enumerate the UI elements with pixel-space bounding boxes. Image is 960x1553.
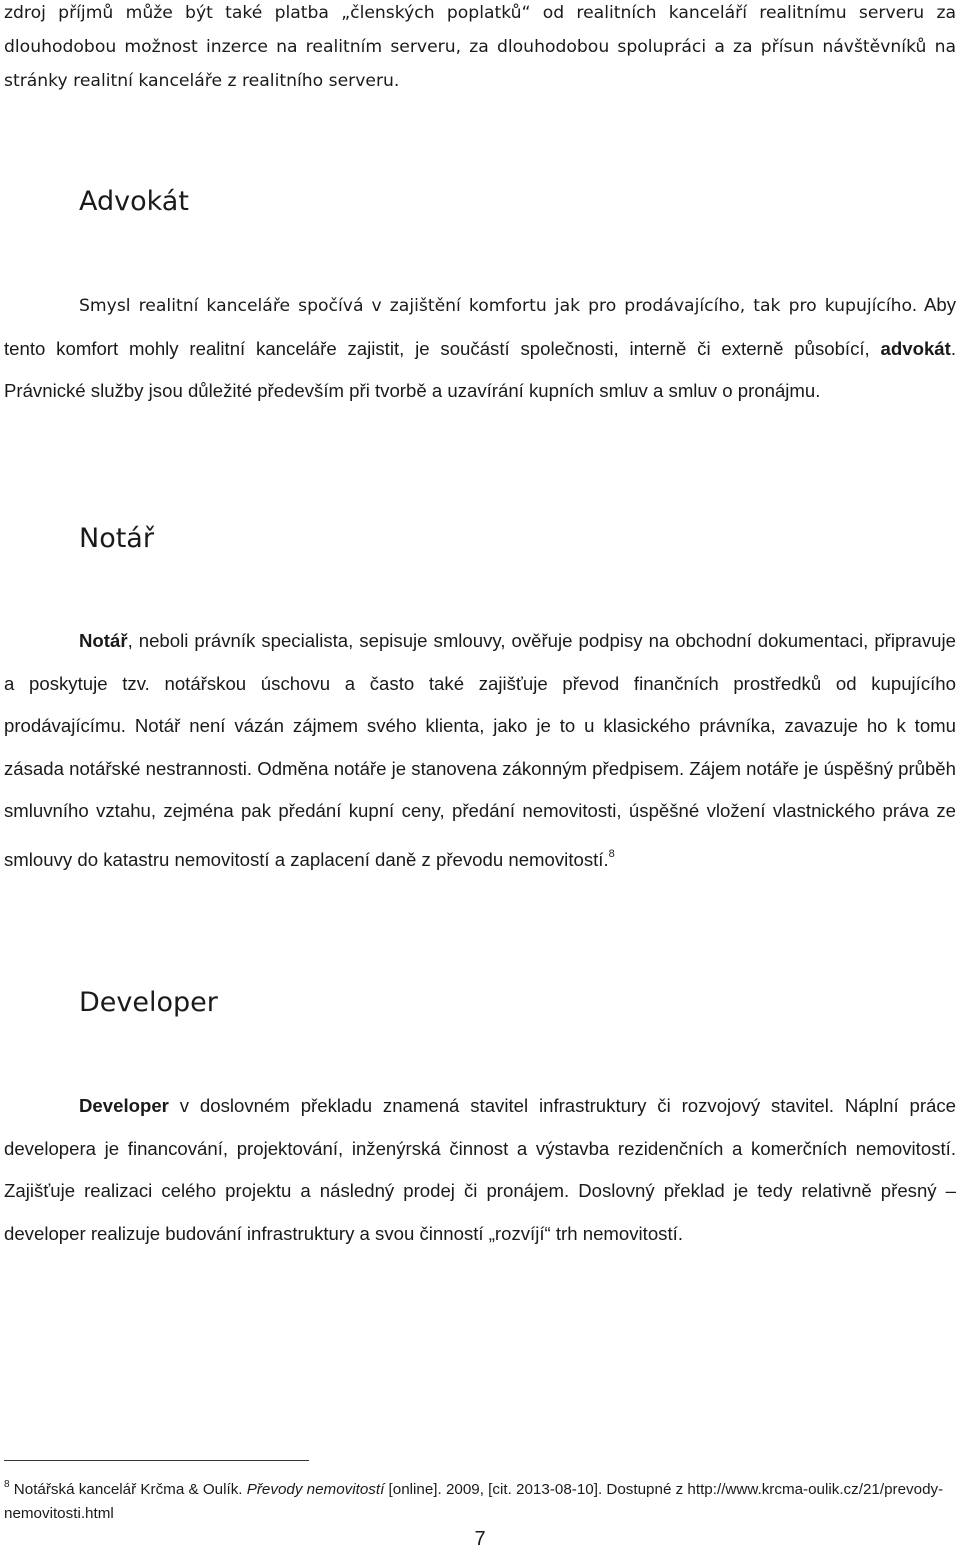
advokat-sentence-3: . Právnické služby jsou důležité především při tvorbě a uzavírání kupních smluv a smluv o pronájmu. <box>4 337 956 401</box>
footnote-title: Převody nemovitostí <box>246 1481 385 1498</box>
notar-bold-term: Notář <box>79 630 128 651</box>
advokat-sentence-1: Smysl realitní kanceláře spočívá v zajištění komfortu jak pro prodávajícího, tak pro kupujícího. <box>79 296 918 316</box>
heading-advokat: Advokát <box>79 186 189 217</box>
footnote-separator <box>4 1460 309 1461</box>
paragraph-developer <box>4 1085 956 1255</box>
developer-text: v doslovném překladu znamená stavitel infrastruktury či rozvojový stavitel. Náplní práce developera je financování, projektování, inženýrská činnost a výstavba rezidenčních a komerčních nemovitostí. Zajišťuje realizaci celého projektu a následný prodej či pronájem. Doslovný překlad je tedy relativně přesný – developer realizuje budování infrastruktury a svou činností „rozvíjí“ trh nemovitostí. <box>4 1095 956 1244</box>
page-number: 7 <box>474 1528 486 1550</box>
footnote-text-start: Notářská kancelář Krčma & Oulík. <box>9 1481 247 1498</box>
heading-notar: Notář <box>79 523 154 554</box>
footnote-text-end: [online]. 2009, [cit. 2013-08-10]. Dostupné z http://www.krcma-oulik.cz/21/prevody-nemovitosti.html <box>4 1481 944 1522</box>
intro-paragraph: zdroj příjmů může být také platba „členských poplatků“ od realitních kanceláří realitnímu serveru za dlouhodobou možnost inzerce na realitním serveru, za dlouhodobou spolupráci a za přísun návštěvníků na stránky realitní kanceláře z realitního serveru. <box>4 3 956 91</box>
developer-bold-term: Developer <box>79 1095 169 1116</box>
footnote-reference[interactable]: 8 <box>608 847 615 860</box>
heading-developer: Developer <box>79 987 218 1018</box>
notar-text: , neboli právník specialista, sepisuje smlouvy, ověřuje podpisy na obchodní dokumentaci, připravuje a poskytuje tzv. notářskou úschovu a často také zajišťuje převod finančních prostředků od kupujícího prodávajícímu. Notář není vázán zájmem svého klienta, jako je to u klasického právníka, zavazuje ho k tomu zásada notářské nestrannosti. Odměna notáře je stanovena zákonným předpisem. Zájem notáře je úspěšný průběh smluvního vztahu, zejména pak předání kupní ceny, předání nemovitosti, úspěšné vložení vlastnického práva ze smlouvy do katastru nemovitostí a zaplacení daně z převodu nemovitostí. <box>4 630 956 870</box>
paragraph-notar <box>4 620 956 881</box>
footnote-number: 8 <box>4 1479 10 1490</box>
footnote <box>4 1473 956 1526</box>
paragraph-advokat <box>4 284 956 413</box>
advokat-bold-term: advokát <box>880 337 951 359</box>
advokat-sentence-2: Aby tento komfort mohly realitní kanceláře zajistit, je součástí společnosti, interně či externě působící, <box>4 294 957 359</box>
